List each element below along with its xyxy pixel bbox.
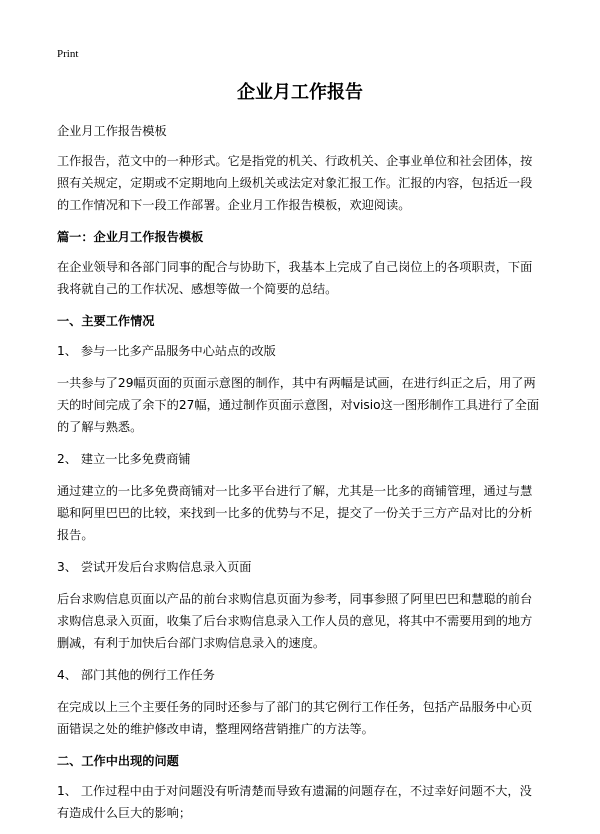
item1-title: 1、 参与一比多产品服务中心站点的改版	[57, 344, 276, 358]
item3-title: 3、 尝试开发后台求购信息录入页面	[57, 560, 252, 574]
problem1-paragraph: 1、 工作过程中由于对问题没有听清楚而导致有遗漏的问题存在，不过幸好问题不大，没有造成什么巨大的影响；	[57, 784, 532, 820]
item4-title: 4、 部门其他的例行工作任务	[57, 668, 215, 682]
part1-heading: 篇一：企业月工作报告模板	[57, 230, 204, 244]
section1-heading: 一、主要工作情况	[57, 314, 155, 328]
section2-heading: 二、工作中出现的问题	[57, 754, 179, 768]
item2-title: 2、 建立一比多免费商铺	[57, 452, 191, 466]
part1-intro-paragraph: 在企业领导和各部门同事的配合与协助下，我基本上完成了自己岗位上的各项职责，下面我将就自己的工作状况、感想等做一个简要的总结。	[57, 260, 533, 296]
intro-paragraph: 工作报告，范文中的一种形式。它是指党的机关、行政机关、企事业单位和社会团体，按照有关规定，定期或不定期地向上级机关或法定对象汇报工作。汇报的内容，包括近一段的工作情况和下一段工作部署。企业月工作报告模板，欢迎阅读。	[57, 154, 533, 212]
item2-body: 通过建立的一比多免费商铺对一比多平台进行了解，尤其是一比多的商铺管理，通过与慧聪和阿里巴巴的比较，来找到一比多的优势与不足，提交了一份关于三方产品对比的分析报告。	[57, 484, 533, 542]
item3-body: 后台求购信息页面以产品的前台求购信息页面为参考，同事参照了阿里巴巴和慧聪的前台求购信息录入页面，收集了后台求购信息录入工作人员的意见，将其中不需要用到的地方删减，有利于加快后台部门求购信息录入的速度。	[57, 592, 533, 650]
document-title: 企业月工作报告	[237, 82, 363, 103]
document-subtitle: 企业月工作报告模板	[57, 124, 167, 138]
document-body	[57, 120, 543, 834]
item1-body: 一共参与了29幅页面的页面示意图的制作，其中有两幅是试画，在进行纠正之后，用了两天的时间完成了余下的27幅，通过制作页面示意图，对visio这一图形制作工具进行了全面的了解与熟悉。	[57, 376, 540, 434]
print-link[interactable]: Print	[57, 48, 79, 60]
item4-body: 在完成以上三个主要任务的同时还参与了部门的其它例行工作任务，包括产品服务中心页面错误之处的维护修改申请，整理网络营销推广的方法等。	[57, 700, 533, 736]
